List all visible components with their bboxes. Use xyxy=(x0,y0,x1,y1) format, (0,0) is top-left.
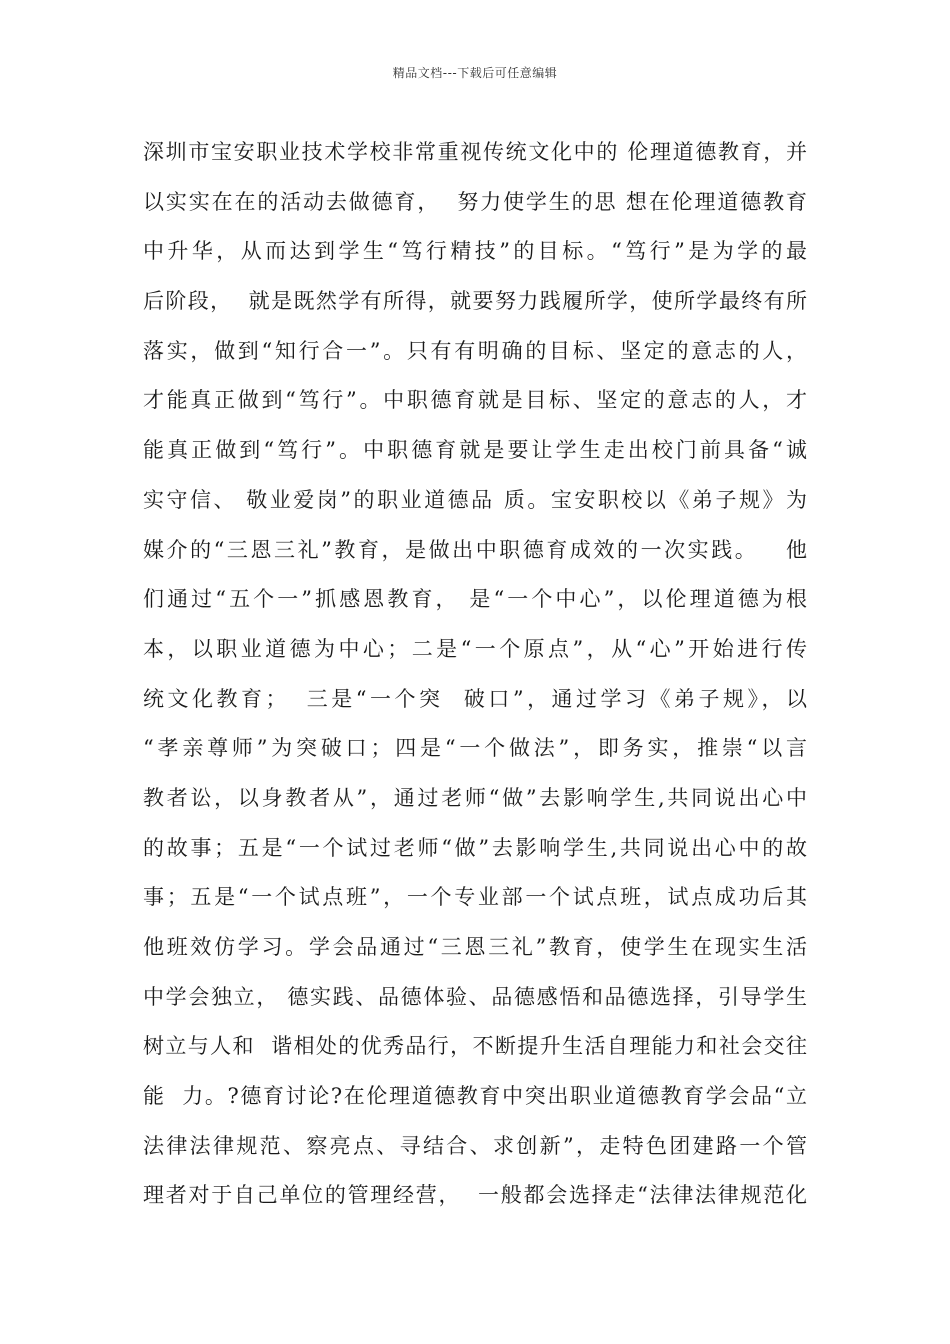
body-line: 树立与人和 谐相处的优秀品行，不断提升生活自理能力和社会交往 xyxy=(143,1034,807,1059)
body-line: 后阶段， 就是既然学有所得，就要努力践履所学，使所学最终有所 xyxy=(143,289,807,314)
body-line: 实守信、 敬业爱岗”的职业道德品 质。宝安职校以《弟子规》为 xyxy=(143,487,807,512)
body-line: 能 力。?德育讨论?在伦理道德教育中突出职业道德教育学会品“立 xyxy=(143,1084,807,1109)
body-line: 中升华，从而达到学生“笃行精技”的目标。“笃行”是为学的最 xyxy=(143,239,807,264)
body-line: 落实，做到“知行合一”。只有有明确的目标、坚定的意志的人， xyxy=(143,338,807,363)
body-line: 以实实在在的活动去做德育， 努力使学生的思 想在伦理道德教育 xyxy=(143,189,807,214)
body-line: 事；五是“一个试点班”，一个专业部一个试点班，试点成功后其 xyxy=(143,885,807,910)
body-line: 才能真正做到“笃行”。中职德育就是目标、坚定的意志的人，才 xyxy=(143,388,807,413)
page-header: 精品文档---下载后可任意编辑 xyxy=(392,66,558,80)
body-line: “孝亲尊师”为突破口；四是“一个做法”，即务实，推崇“以言 xyxy=(143,736,807,761)
body-line: 能真正做到“笃行”。中职德育就是要让学生走出校门前具备“诚 xyxy=(143,438,807,463)
body-line: 理者对于自己单位的管理经营， 一般都会选择走“法律法律规范化 xyxy=(143,1183,807,1208)
body-line: 中学会独立， 德实践、品德体验、品德感悟和品德选择，引导学生 xyxy=(143,984,807,1009)
body-line: 他班效仿学习。学会品通过“三恩三礼”教育，使学生在现实生活 xyxy=(143,935,807,959)
body-line: 媒介的“三恩三礼”教育，是做出中职德育成效的一次实践。 他 xyxy=(143,537,807,562)
body-line: 法律法律规范、察亮点、寻结合、求创新”，走特色团建路一个管 xyxy=(143,1133,807,1158)
body-line: 们通过“五个一”抓感恩教育， 是“一个中心”，以伦理道德为根 xyxy=(143,587,807,612)
body-line: 统文化教育； 三是“一个突 破口”，通过学习《弟子规》，以 xyxy=(143,686,807,711)
body-line: 的故事；五是“一个试过老师“做”去影响学生,共同说出心中的故 xyxy=(143,835,807,860)
body-line: 深圳市宝安职业技术学校非常重视传统文化中的 伦理道德教育，并 xyxy=(143,140,807,164)
document-body xyxy=(143,128,807,1221)
body-line: 本，以职业道德为中心；二是“一个原点”，从“心”开始进行传 xyxy=(143,636,807,661)
body-line: 教者讼，以身教者从”，通过老师“做”去影响学生,共同说出心中 xyxy=(143,785,807,810)
